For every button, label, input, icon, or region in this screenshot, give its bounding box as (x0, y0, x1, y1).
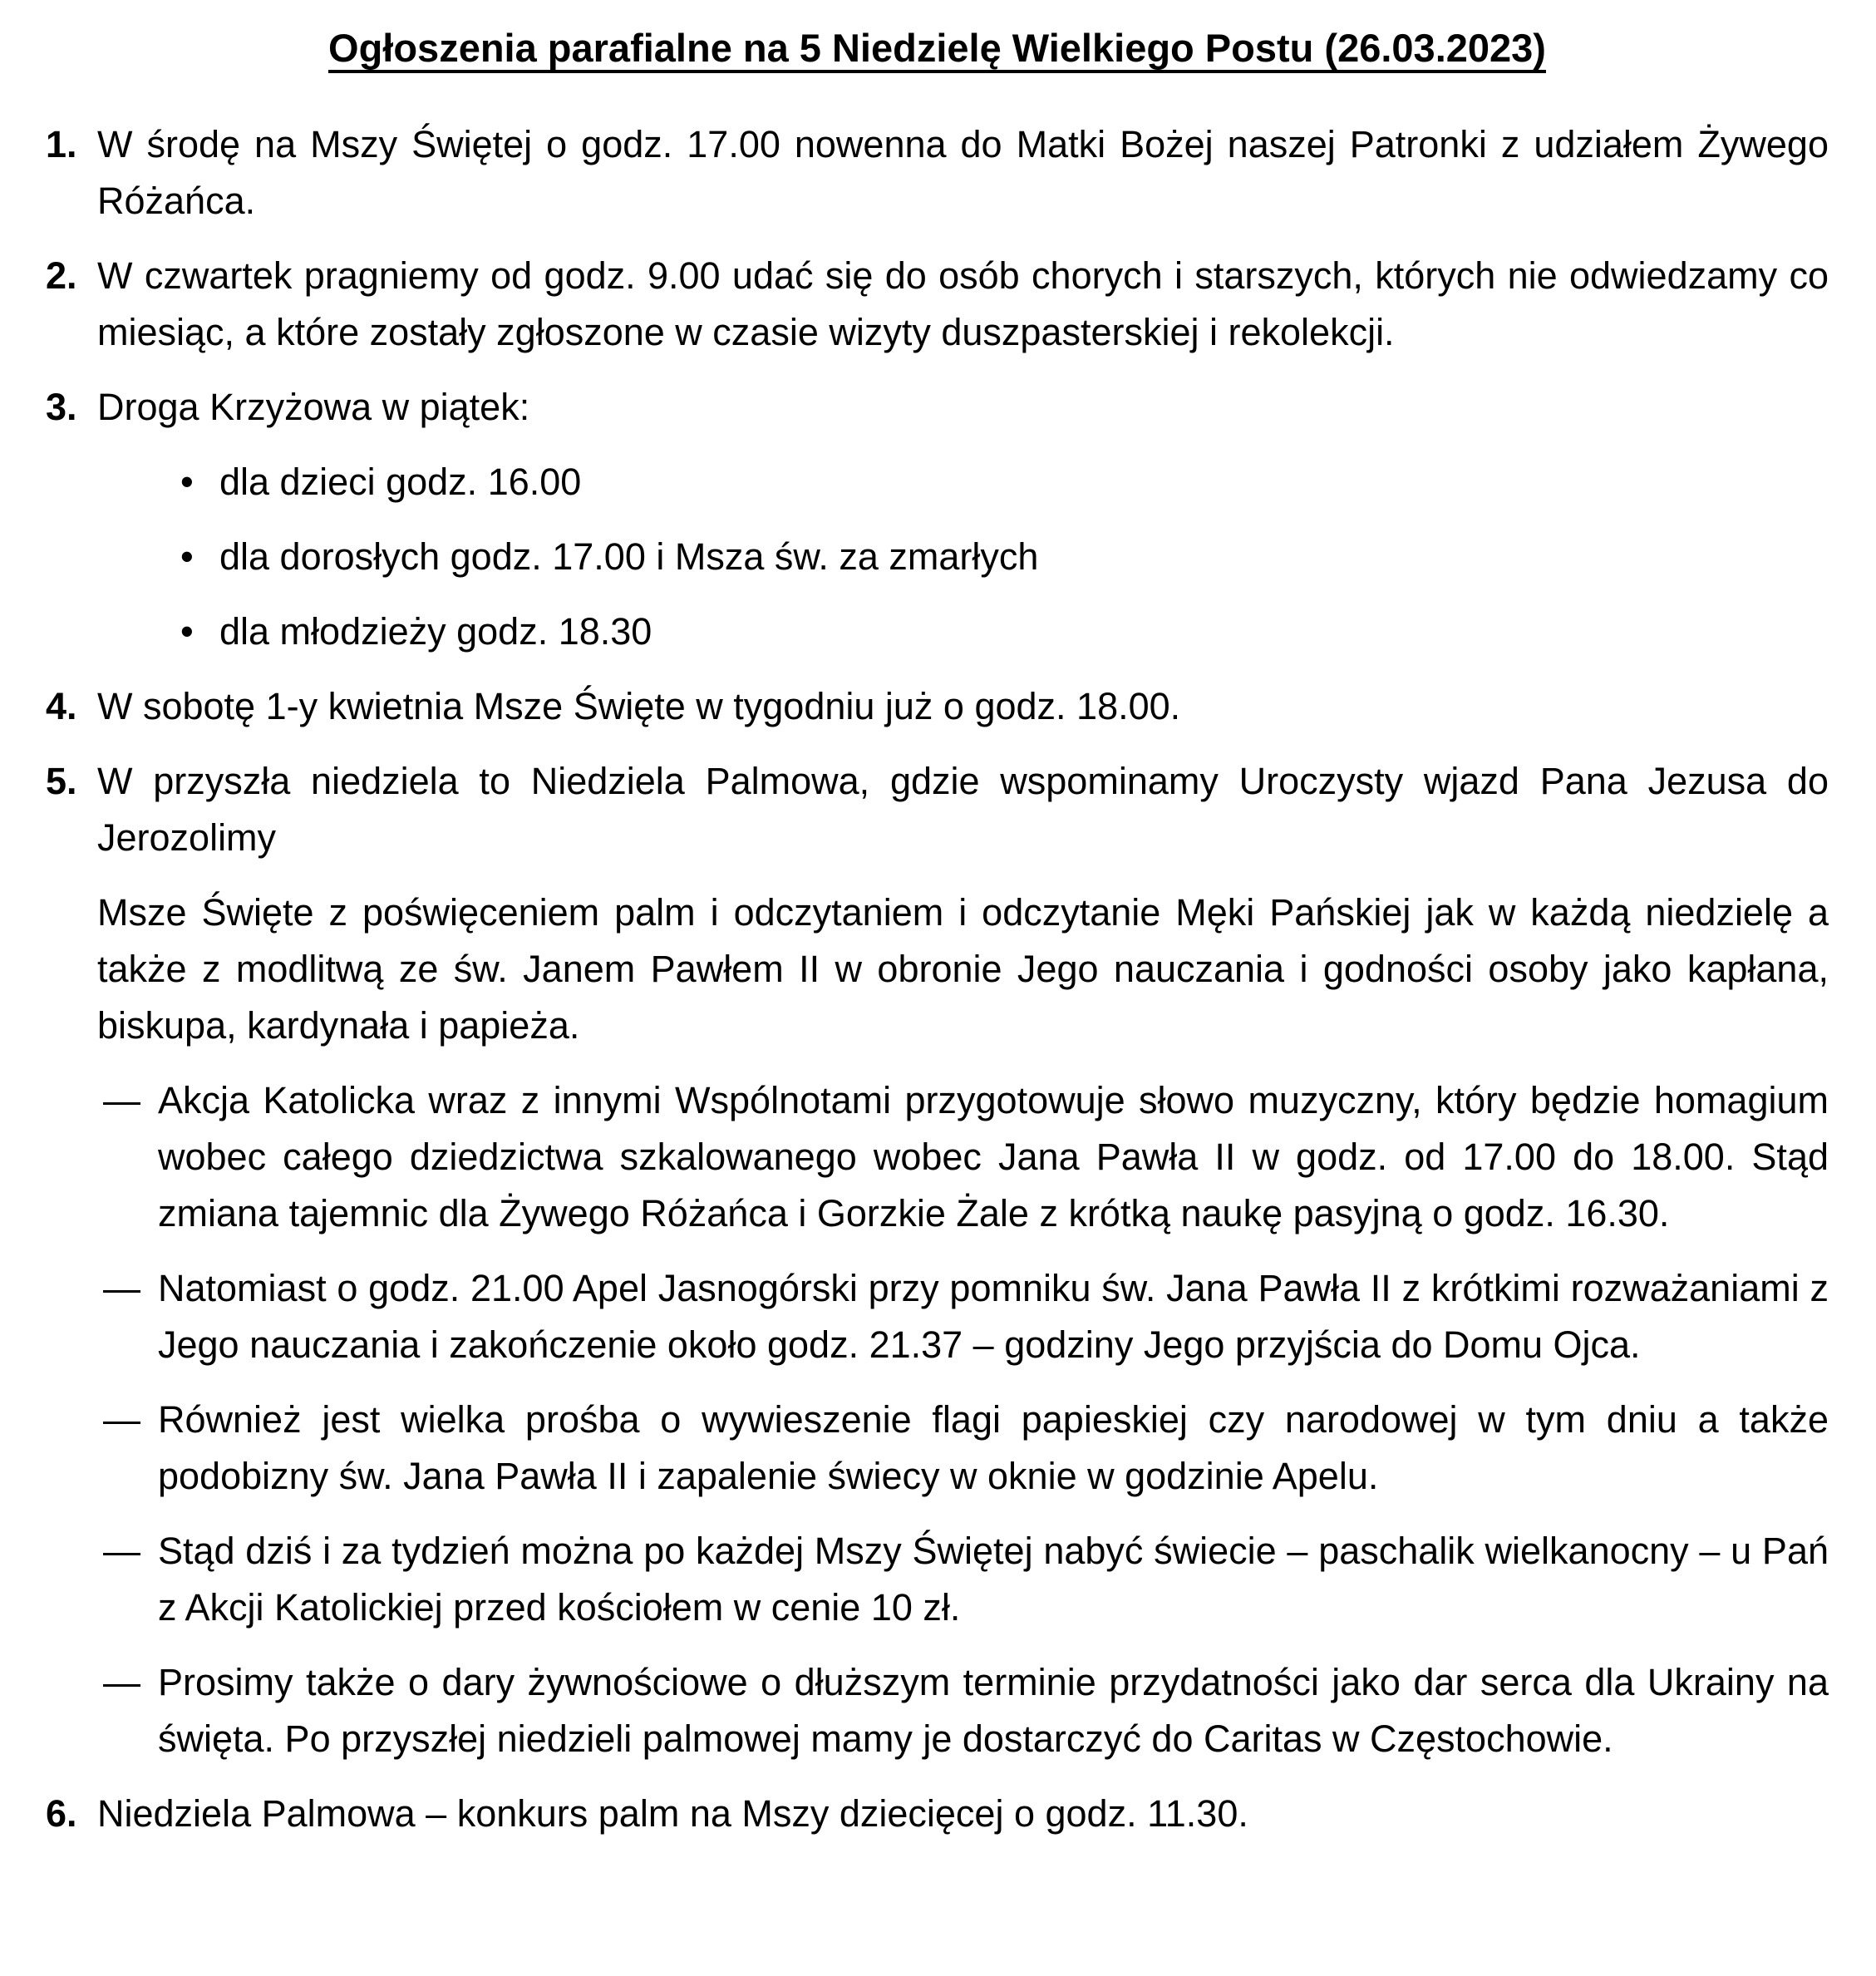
announcement-item-4 (46, 678, 1829, 735)
announcement-item-2 (46, 248, 1829, 361)
bullet-item-children (46, 454, 1829, 510)
dash-text: Stąd dziś i za tydzień można po każdej Mszy Świętej nabyć świecie – paschalik wielkanocny – u Pań z Akcji Katolickiej przed kościołem w cenie 10 zł. (158, 1530, 1829, 1629)
dash-item-apel-jasnogorski (46, 1260, 1829, 1373)
bullet-marker: • (180, 610, 194, 653)
dash-item-flags (46, 1392, 1829, 1505)
dash-text: Również jest wielka prośba o wywieszenie flagi papieskiej czy narodowej w tym dniu a także podobizny św. Jana Pawła II i zapalenie świecy w oknie w godzinie Apelu. (158, 1398, 1829, 1497)
dash-marker: — (103, 1398, 140, 1441)
bullet-text: dla dorosłych godz. 17.00 i Msza św. za zmarłych (219, 535, 1039, 578)
dash-item-paschalik (46, 1523, 1829, 1636)
item-number: 4. (46, 685, 77, 727)
item-number: 3. (46, 386, 77, 428)
dash-item-dary-ukraina (46, 1654, 1829, 1767)
dash-text: Akcja Katolicka wraz z innymi Wspólnotami przygotowuje słowo muzyczny, który będzie homagium wobec całego dziedzictwa szkalowanego wobec Jana Pawła II w godz. od 17.00 do 18.00. Stąd zmiana tajemnic dla Żywego Różańca i Gorzkie Żale z krótką naukę pasyjną o godz. 16.30. (158, 1079, 1829, 1234)
bullet-text: dla dzieci godz. 16.00 (219, 461, 582, 503)
item-text: W przyszła niedziela to Niedziela Palmowa, gdzie wspominamy Uroczysty wjazd Pana Jezusa do Jerozolimy (97, 760, 1829, 859)
dash-marker: — (103, 1267, 140, 1309)
page-title: Ogłoszenia parafialne na 5 Niedzielę Wielkiego Postu (26.03.2023) (328, 26, 1546, 70)
item-text: Droga Krzyżowa w piątek: (97, 386, 530, 428)
dash-item-akcja-katolicka (46, 1072, 1829, 1242)
bullet-item-adults (46, 529, 1829, 585)
palm-sunday-masses-paragraph: Msze Święte z poświęceniem palm i odczytaniem i odczytanie Męki Pańskiej jak w każdą niedzielę a także z modlitwą ze św. Janem Pawłem II w obronie Jego nauczania i godności osoby jako kapłana, biskupa, kardynała i papieża. (97, 891, 1829, 1047)
dash-text: Natomiast o godz. 21.00 Apel Jasnogórski przy pomniku św. Jana Pawła II z krótkimi rozważaniami z Jego nauczania i zakończenie około godz. 21.37 – godziny Jego przyjścia do Domu Ojca. (158, 1267, 1829, 1366)
item-text: Niedziela Palmowa – konkurs palm na Mszy dziecięcej o godz. 11.30. (97, 1792, 1248, 1835)
item-text: W środę na Mszy Świętej o godz. 17.00 nowenna do Matki Bożej naszej Patronki z udziałem Żywego Różańca. (97, 123, 1829, 222)
bullet-marker: • (180, 461, 194, 503)
dash-marker: — (103, 1530, 140, 1572)
item-number: 5. (46, 760, 77, 802)
item-text: W sobotę 1-y kwietnia Msze Święte w tygodniu już o godz. 18.00. (97, 685, 1181, 727)
item-number: 1. (46, 123, 77, 165)
announcement-item-5 (46, 753, 1829, 866)
dash-marker: — (103, 1079, 140, 1121)
item-text: W czwartek pragniemy od godz. 9.00 udać się do osób chorych i starszych, których nie odwiedzamy co miesiąc, a które zostały zgłoszone w czasie wizyty duszpasterskiej i rekolekcji. (97, 254, 1829, 353)
announcement-item-6 (46, 1786, 1829, 1842)
dash-marker: — (103, 1661, 140, 1703)
item-number: 2. (46, 254, 77, 297)
item-number: 6. (46, 1792, 77, 1835)
announcement-item-1 (46, 116, 1829, 229)
dash-text: Prosimy także o dary żywnościowe o dłuższym terminie przydatności jako dar serca dla Ukrainy na święta. Po przyszłej niedzieli palmowej mamy je dostarczyć do Caritas w Częstochowie. (158, 1661, 1829, 1760)
bullet-item-youth (46, 604, 1829, 660)
bullet-marker: • (180, 535, 194, 578)
announcement-item-3 (46, 379, 1829, 436)
bullet-text: dla młodzieży godz. 18.30 (219, 610, 652, 653)
